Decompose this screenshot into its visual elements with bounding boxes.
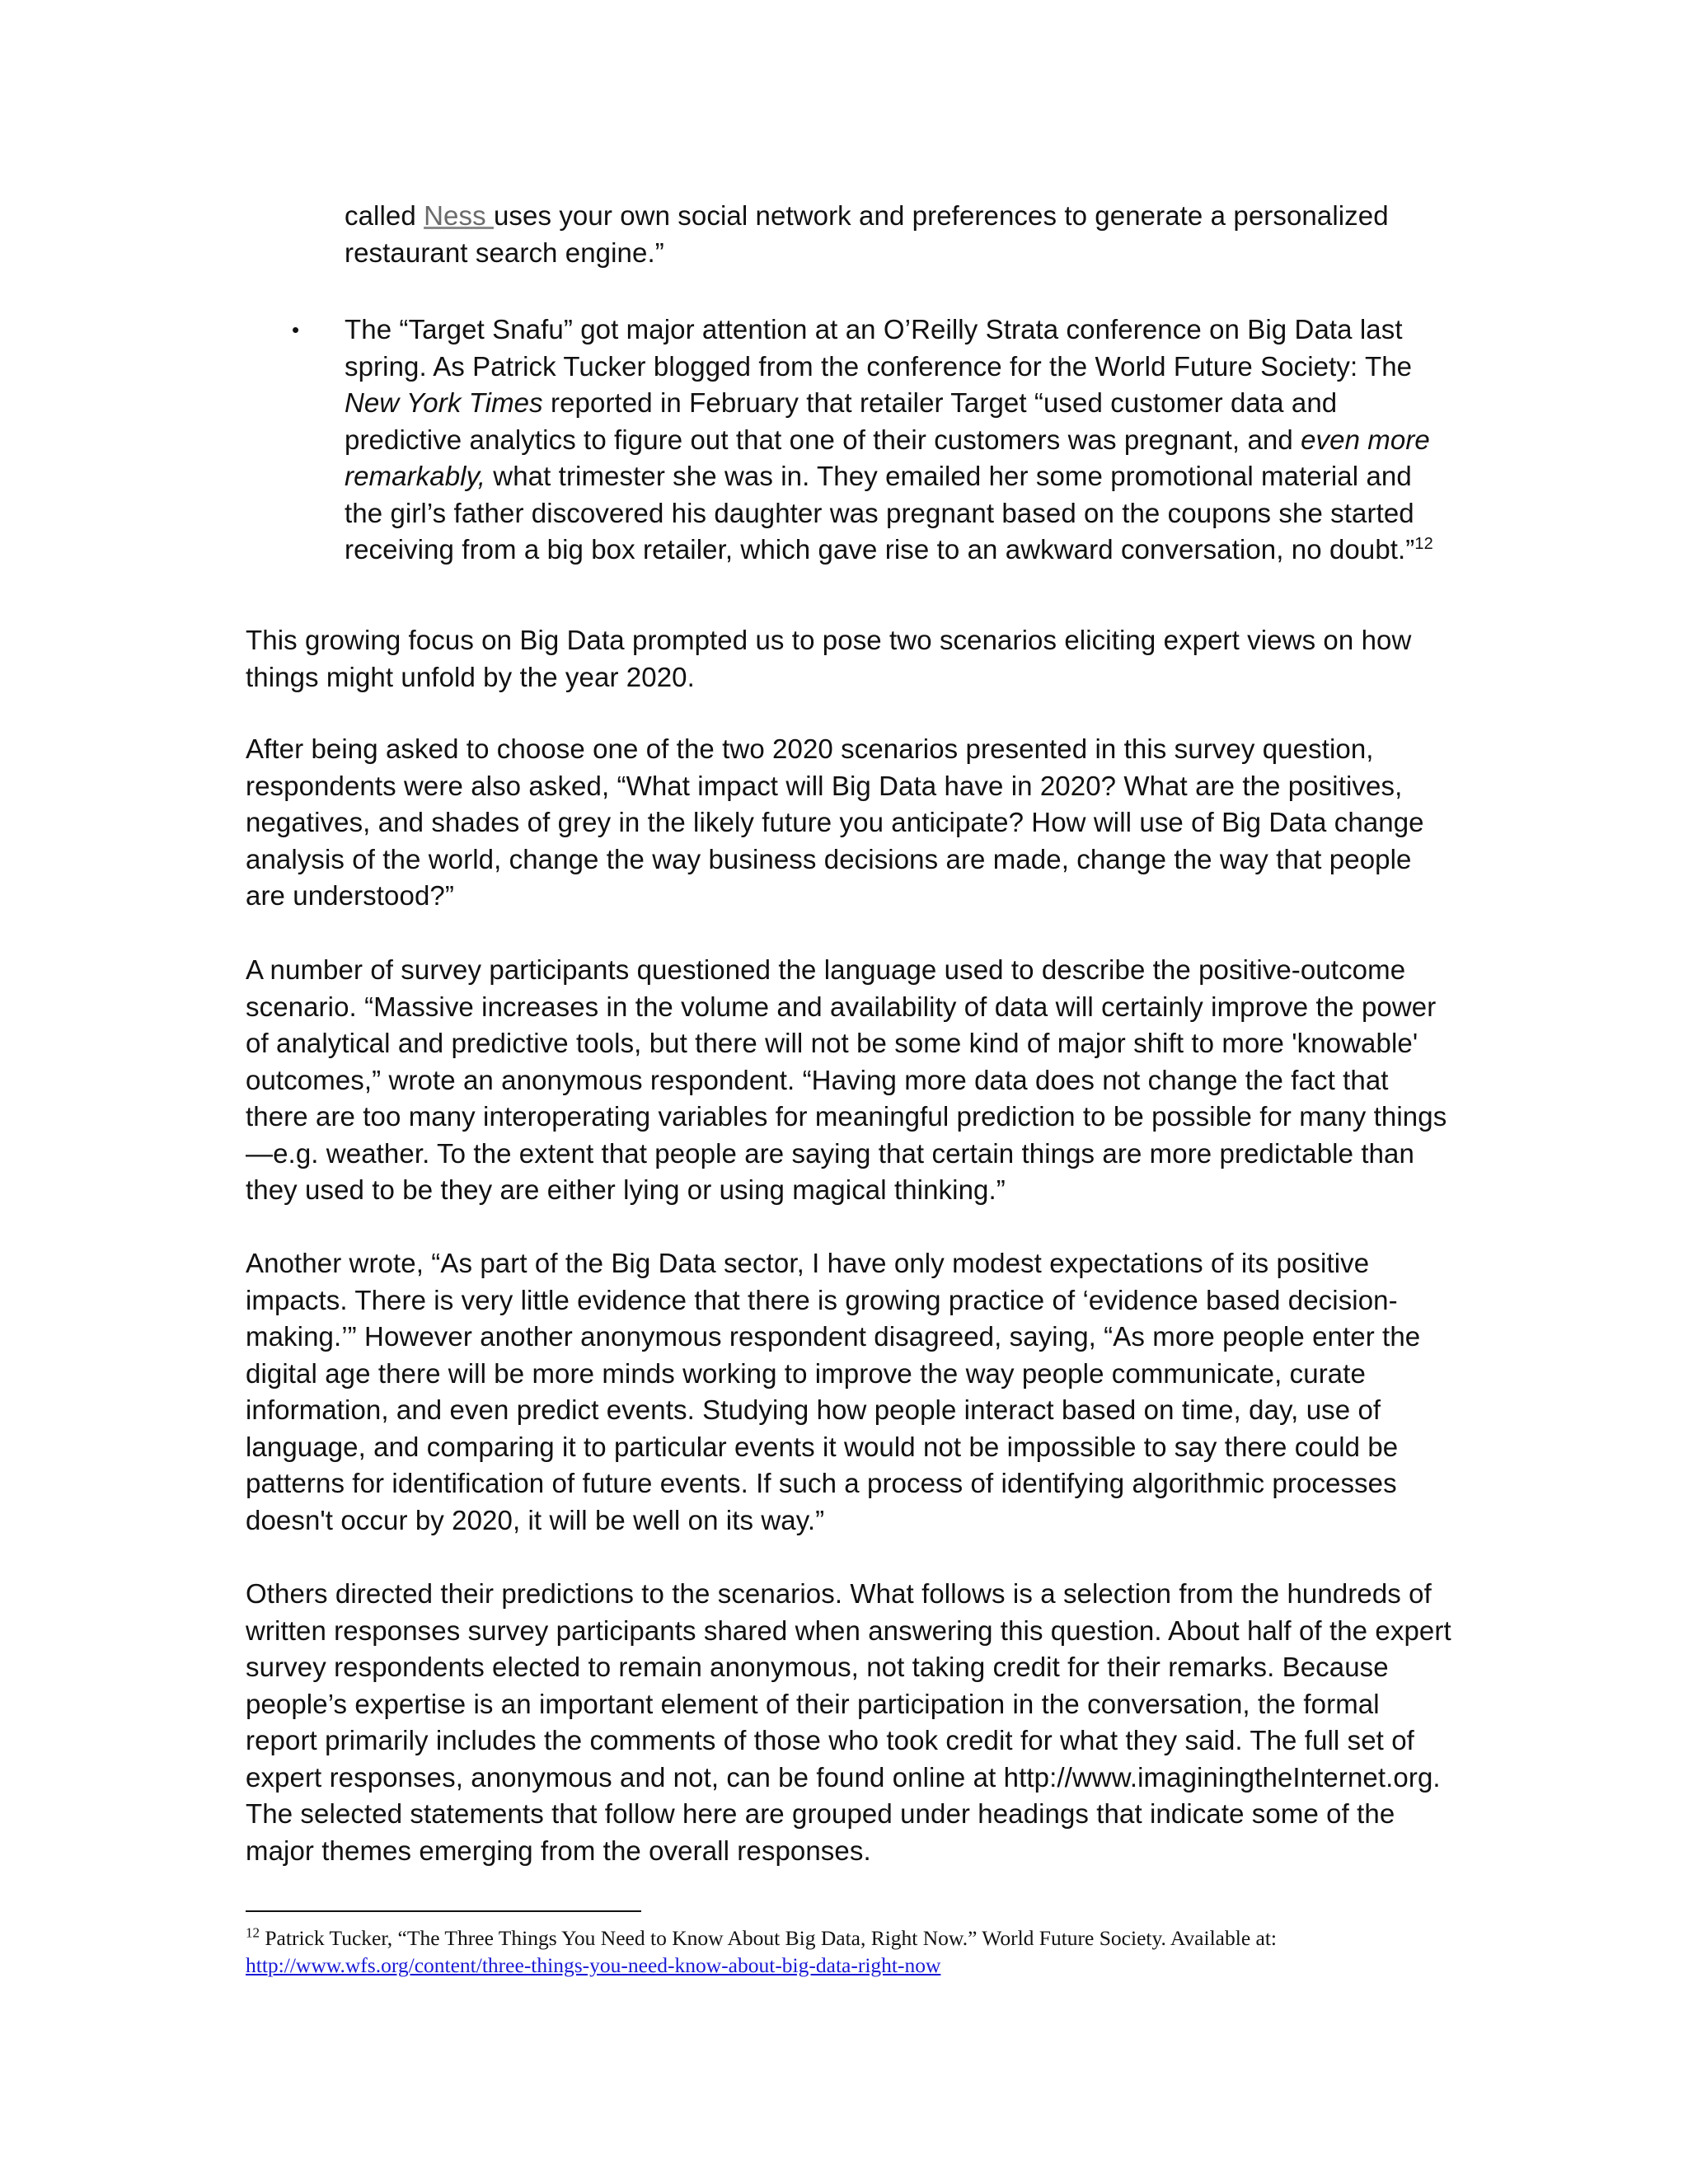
target-snafu-bullet [345, 312, 1449, 569]
footnote-text: Patrick Tucker, “The Three Things You Need to Know About Big Data, Right Now.” World Future Society. Available at: [260, 1926, 1277, 1950]
footnote-number: 12 [246, 1924, 260, 1941]
bullet-italic-remarkably: even more remarkably, [345, 424, 1430, 491]
continued-bullet-text [345, 198, 1449, 271]
continued-text-end: uses your own social network and preferences to generate a personalized restaurant search engine.” [345, 200, 1389, 268]
paragraph-5: Others directed their predictions to the scenarios. What follows is a selection from the hundreds of written responses survey participants shared when answering this question. About half of the expert survey respondents elected to remain anonymous, not taking credit for their remarks. Because people’s expertise is an important element of their participation in the conversation, the formal report primarily includes the comments of those who took credit for what they said. The full set of expert responses, anonymous and not, can be found online at http://www.imaginingtheInternet.org. The selected statements that follow here are grouped under headings that indicate some of the major themes emerging from the overall responses. [246, 1578, 1451, 1866]
footnote [246, 1924, 1457, 1979]
ness-link[interactable]: Ness [424, 200, 494, 231]
bullet-text-part1: The “Target Snafu” got major attention at an O’Reilly Strata conference on Big Data last spring. As Patrick Tucker blogged from the conference for the World Future Society: The [345, 314, 1413, 382]
bullet-italic-nyt: New York Times [345, 387, 543, 418]
footnote-url-link[interactable]: http://www.wfs.org/content/three-things-you-need-know-about-big-data-right-now [246, 1953, 941, 1977]
footnote-separator [246, 1910, 641, 1912]
bullet-marker: • [292, 317, 300, 342]
footnote-reference[interactable]: 12 [1414, 535, 1433, 553]
bullet-text-part3: what trimester she was in. They emailed her some promotional material and the girl’s father discovered his daughter was pregnant based on the coupons she started receiving from a big box retailer, which gave rise to an awkward conversation, no doubt.” [345, 461, 1415, 565]
paragraph-1: This growing focus on Big Data prompted us to pose two scenarios eliciting expert views on how things might unfold by the year 2020. [246, 625, 1412, 692]
continued-text-start: called [345, 200, 424, 231]
paragraph-4: Another wrote, “As part of the Big Data sector, I have only modest expectations of its positive impacts. There is very little evidence that there is growing practice of ‘evidence based decision-making.’” However another anonymous respondent disagreed, saying, “As more people enter the digital age there will be more minds working to improve the way people communicate, curate information, and even predict events. Studying how people interact based on time, day, use of language, and comparing it to particular events it would not be impossible to say there could be patterns for identification of future events. If such a process of identifying algorithmic processes doesn't occur by 2020, it will be well on its way.” [246, 1248, 1421, 1535]
paragraph-3: A number of survey participants questioned the language used to describe the positive-outcome scenario. “Massive increases in the volume and availability of data will certainly improve the power of analytical and predictive tools, but there will not be some kind of major shift to more 'knowable' outcomes,” wrote an anonymous respondent. “Having more data does not change the fact that there are too many interoperating variables for meaningful prediction to be possible for many things—e.g. weather. To the extent that people are saying that certain things are more predictable than they used to be they are either lying or using magical thinking.” [246, 954, 1447, 1205]
paragraph-2: After being asked to choose one of the two 2020 scenarios presented in this survey question, respondents were also asked, “What impact will Big Data have in 2020? What are the positives, negatives, and shades of grey in the likely future you anticipate? How will use of Big Data change analysis of the world, change the way business decisions are made, change the way that people are understood?” [246, 733, 1424, 911]
bullet-text-part2: reported in February that retailer Target “used customer data and predictive analytics to figure out that one of their customers was pregnant, and [345, 387, 1338, 455]
